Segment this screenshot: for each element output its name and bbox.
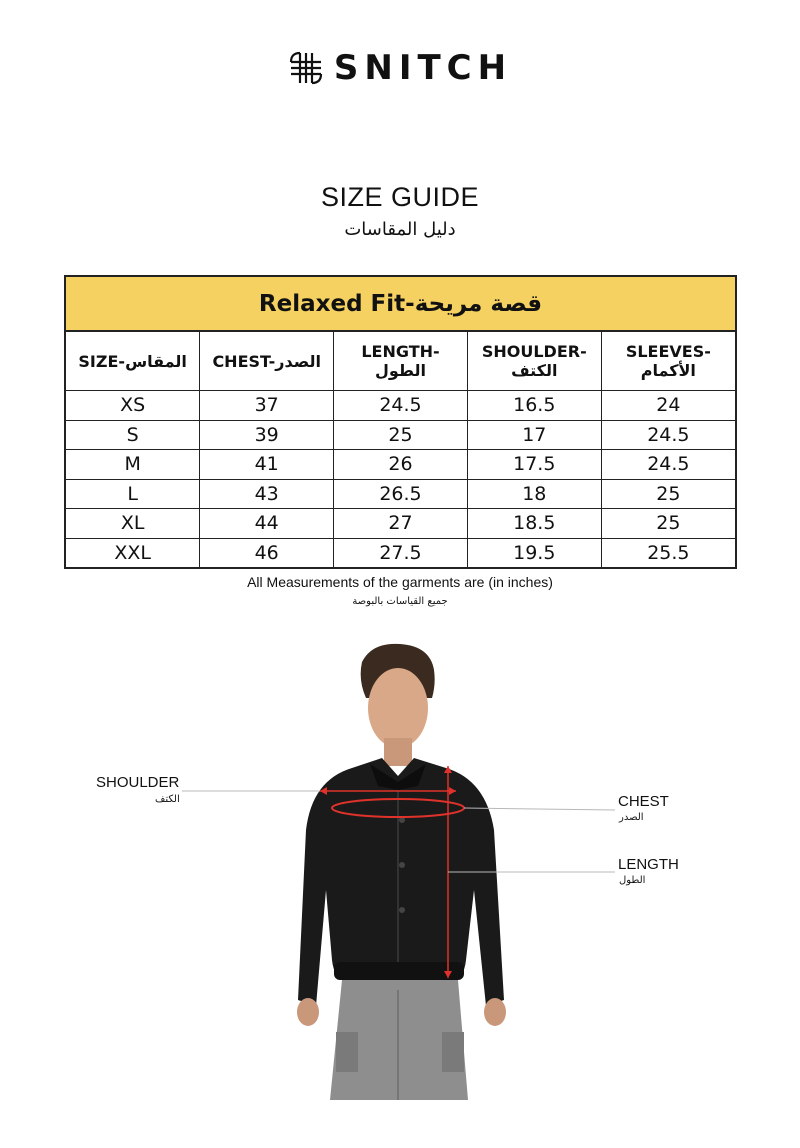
hand-shape	[297, 998, 319, 1026]
cell-sleeves: 25	[601, 479, 735, 509]
cell-chest: 39	[200, 420, 334, 450]
table-header-row	[66, 332, 735, 391]
table-row	[66, 450, 735, 480]
cell-chest: 37	[200, 391, 334, 421]
table-row	[66, 391, 735, 421]
size-table-grid	[66, 332, 735, 567]
size-table	[64, 275, 737, 569]
measurement-note: All Measurements of the garments are (in inches)	[247, 574, 553, 590]
cell-length: 24.5	[334, 391, 468, 421]
cell-length: 26	[334, 450, 468, 480]
waistband-shape	[334, 962, 464, 980]
chest-label: CHEST	[618, 793, 669, 810]
button-shape	[399, 817, 405, 823]
neck-shape	[384, 738, 412, 766]
cargo-pocket-shape	[336, 1032, 358, 1072]
brand-header	[0, 48, 800, 88]
cell-size: XXL	[66, 538, 200, 567]
column-header-shoulder: SHOULDER- الكتف	[467, 332, 601, 391]
cell-size: XL	[66, 509, 200, 539]
column-header-chest: CHEST-الصدر	[200, 332, 334, 391]
hash-grid-logo-icon	[288, 50, 324, 86]
length-label: LENGTH	[618, 856, 679, 873]
measurement-note-arabic: جميع القياسات بالبوصة	[352, 596, 448, 607]
cell-shoulder: 18	[467, 479, 601, 509]
face-shape	[368, 668, 428, 748]
chest-label-arabic: الصدر	[619, 812, 644, 823]
cell-shoulder: 17	[467, 420, 601, 450]
brand-name: SNITCH	[333, 48, 513, 88]
cell-shoulder: 18.5	[467, 509, 601, 539]
cell-chest: 41	[200, 450, 334, 480]
button-shape	[399, 862, 405, 868]
cell-sleeves: 24	[601, 391, 735, 421]
cell-shoulder: 19.5	[467, 538, 601, 567]
cell-sleeves: 25	[601, 509, 735, 539]
cell-length: 27	[334, 509, 468, 539]
cell-size: S	[66, 420, 200, 450]
cell-chest: 43	[200, 479, 334, 509]
shoulder-label-arabic: الكتف	[155, 794, 180, 805]
shoulder-label: SHOULDER	[96, 774, 180, 791]
table-row	[66, 509, 735, 539]
length-label-arabic: الطول	[619, 875, 646, 886]
column-header-sleeves: SLEEVES- الأكمام	[601, 332, 735, 391]
hand-shape	[484, 998, 506, 1026]
cell-shoulder: 16.5	[467, 391, 601, 421]
fit-label: Relaxed Fit-قصة مريحة	[66, 277, 735, 332]
cell-sleeves: 24.5	[601, 450, 735, 480]
cell-length: 26.5	[334, 479, 468, 509]
button-shape	[399, 907, 405, 913]
page-title-arabic: دليل المقاسات	[344, 219, 456, 240]
page-title: SIZE GUIDE	[320, 182, 480, 212]
cell-length: 25	[334, 420, 468, 450]
cell-sleeves: 24.5	[601, 420, 735, 450]
table-row	[66, 420, 735, 450]
table-row	[66, 538, 735, 567]
cell-length: 27.5	[334, 538, 468, 567]
cargo-pocket-shape	[442, 1032, 464, 1072]
cell-chest: 46	[200, 538, 334, 567]
cell-sleeves: 25.5	[601, 538, 735, 567]
cell-size: M	[66, 450, 200, 480]
cell-shoulder: 17.5	[467, 450, 601, 480]
table-row	[66, 479, 735, 509]
column-header-length: LENGTH-الطول	[334, 332, 468, 391]
cell-size: XS	[66, 391, 200, 421]
cell-chest: 44	[200, 509, 334, 539]
cell-size: L	[66, 479, 200, 509]
model-jacket-illustration	[290, 640, 510, 1100]
column-header-size: SIZE-المقاس	[66, 332, 200, 391]
